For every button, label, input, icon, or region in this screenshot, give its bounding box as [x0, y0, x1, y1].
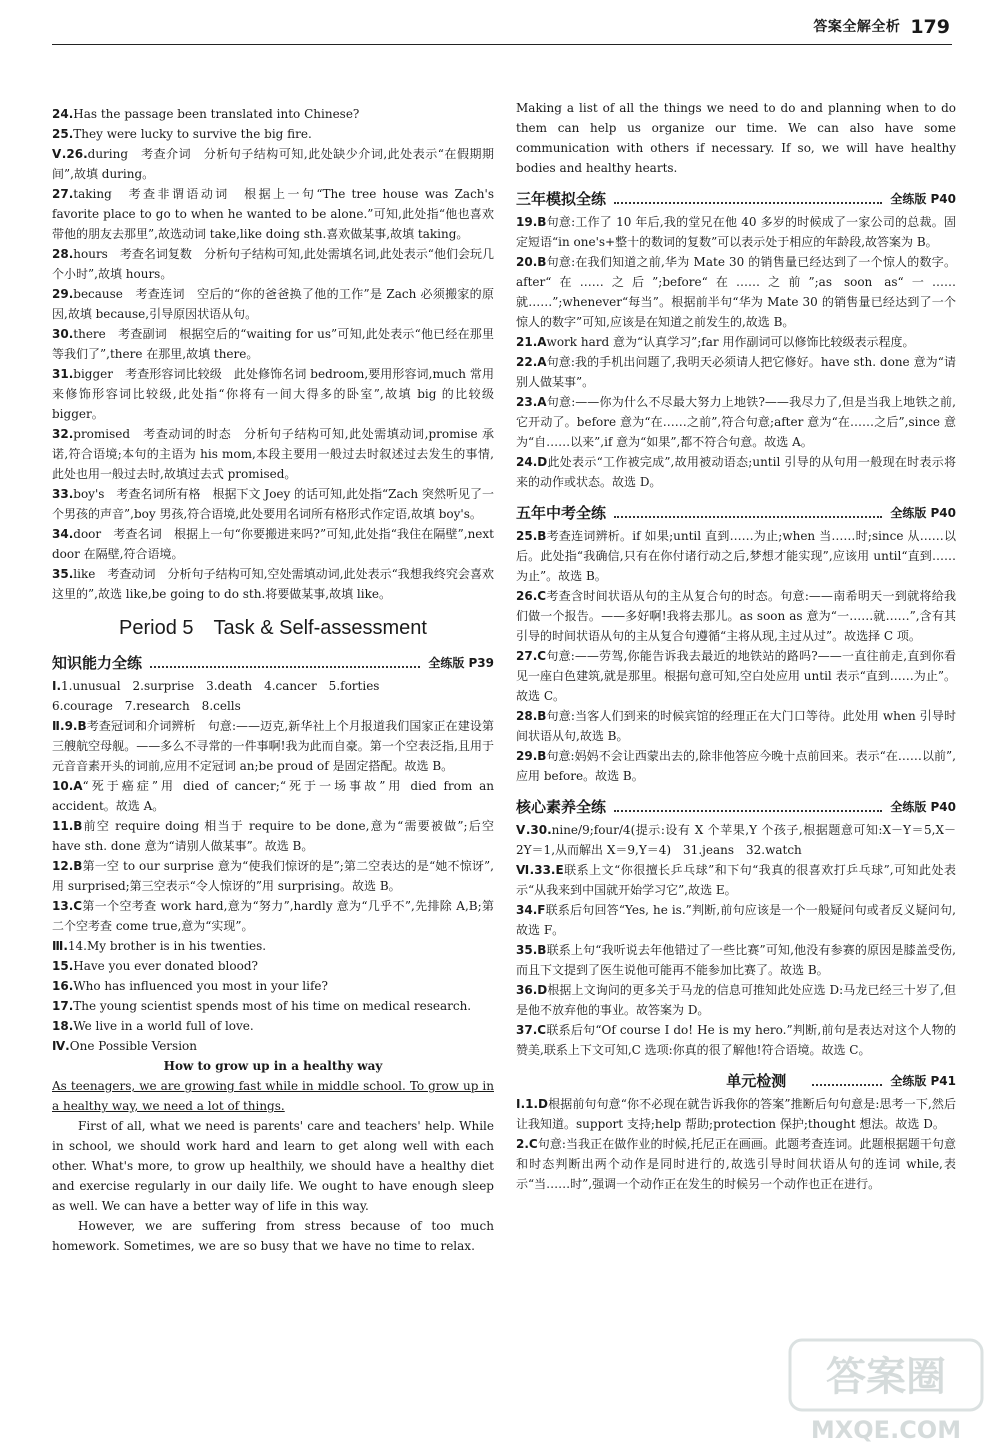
section-heading	[516, 1070, 956, 1092]
leader-dots	[614, 810, 882, 812]
section-name: 单元检测	[726, 1072, 787, 1090]
page-number: 179	[910, 16, 950, 38]
answers-top-list	[52, 104, 494, 604]
answer-text: 句意:妈妈不会让西蒙出去的,除非他答应今晚十点前回来。表示“在……以前”,应用 before。故选 B。	[516, 749, 956, 783]
answer-text: 第一空 to our surprise 意为“使我们惊讶的是”;第二空表达的是“她不惊讶”,用 surprised;第三空表示“令人惊讶的”用 surprising。故选 B。	[52, 859, 494, 893]
answer-item	[52, 956, 494, 976]
answer-item	[52, 1016, 494, 1036]
answer-text: 前空 require doing 相当于 require to be done,意为“需要被做”;后空 have sth. done 意为“请别人做某事”。故选 B。	[52, 819, 494, 853]
section-ref: 全练版 P40	[890, 506, 956, 520]
section-ref: 全练版 P39	[428, 656, 494, 670]
answer-item	[52, 676, 494, 696]
answers-list	[516, 212, 956, 492]
answer-text: promised 考查动词的时态 分析句子结构可知,此处需填动词,promise 承诺,符合语境;本句的主语为 his mom,本段主要用一般过去时叙述过去发生的事情,此处也用一般过去时,故填过去式 promised。	[52, 427, 494, 481]
section-ref: 全练版 P40	[890, 800, 956, 814]
section-heading	[516, 796, 956, 818]
answer-number: 11.B	[52, 819, 83, 833]
answer-text: taking 考查非谓语动词 根据上一句“The tree house was Zach's favorite place to go to when he wanted to be alone.”可知,此处指“他也喜欢带他的朋友去那里”,故选动词 take,like doing sth.喜欢做某事,故填 taking。	[52, 187, 494, 241]
answer-number: 36.D	[516, 983, 548, 997]
answer-item	[52, 284, 494, 324]
answer-text: Have you ever donated blood?	[73, 959, 258, 973]
answer-item	[516, 352, 956, 392]
answer-number: Ⅰ.	[52, 679, 62, 693]
answer-text: 考查冠词和介词辨析 句意:——迈克,新华社上个月报道我们国家正在建设第三艘航空母舰。——多么不寻常的一件事啊!我为此而自豪。第一个空表泛指,且用于元音音素开头的词前,应用不定冠词 an;be proud of 是固定搭配。故选 B。	[52, 719, 494, 773]
answer-number: 15.	[52, 959, 74, 973]
answer-text: 考查连词辨析。if 如果;until 直到……为止;when 当……时;since 从……以后。此处指“我确信,只有在你付诸行动之后,梦想才能实现”,应该用 until“直到……为止”。故选 B。	[516, 529, 956, 583]
answer-number: 29.B	[516, 749, 547, 763]
answer-number: 30.	[52, 327, 74, 341]
essay-body	[52, 1116, 494, 1256]
answer-number: 35.B	[516, 943, 547, 957]
answer-text: door 考查名词 根据上一句“你要搬进来吗?”可知,此处指“我住在隔壁”,next door 在隔壁,符合语境。	[52, 527, 494, 561]
answer-item	[52, 816, 494, 856]
answer-text: 6.courage 7.research 8.cells	[52, 699, 241, 713]
answer-item	[516, 332, 956, 352]
essay-paragraph: First of all, what we need is parents' care and teachers' help. While in school, we should work hard and learn to get along well with each other. What's more, to grow up healthily, we should have a healthy diet and exercise regularly in our daily life. We ought to have enough sleep as well. We can have a better way of life in this way.	[52, 1119, 494, 1213]
answer-item	[52, 896, 494, 936]
right-column	[516, 98, 956, 1194]
answer-number: 28.	[52, 247, 74, 261]
answers-list	[516, 820, 956, 1060]
section-name: 五年中考全练	[516, 504, 607, 522]
answer-item	[516, 980, 956, 1020]
leader-dots	[812, 1084, 882, 1086]
answer-text: 句意:——你为什么不尽最大努力上地铁?——我尽力了,但是当我上地铁之前,它开动了。before 意为“在……之前”,符合句意;after 意为“在……之后”,since 意为“自……以来”,if 意为“如果”,都不符合句意。故选 A。	[516, 395, 956, 449]
answer-number: 34.	[52, 527, 74, 541]
answer-text: 第一个空考查 work hard,意为“努力”,hardly 意为“几乎不”,先排除 A,B;第二个空考查 come true,意为“实现”。	[52, 899, 494, 933]
answer-number: 13.C	[52, 899, 83, 913]
answer-number: 24.D	[516, 455, 548, 469]
answer-number: 33.	[52, 487, 74, 501]
answer-item	[52, 424, 494, 484]
answer-text: hours 考查名词复数 分析句子结构可知,此处需填名词,此处表示“他们会玩几个小时”,故填 hours。	[52, 247, 494, 281]
answer-item	[516, 452, 956, 492]
answer-item	[516, 252, 956, 332]
answer-text: 句意:在我们知道之前,华为 Mate 30 的销售量已经达到了一个惊人的数字。after“在……之后”;before“在……之前”;as soon as“一……就……”;whenever“每当”。根据前半句“华为 Mate 30 的销售量已经达到了一个惊人的数字”可知,应该是在知道之前发生的,故选 B。	[516, 255, 956, 329]
header-title: 答案全解全析	[813, 19, 901, 35]
answer-item	[516, 526, 956, 586]
answer-text: there 考查副词 根据空后的“waiting for us”可知,此处表示“他已经在那里等我们了”,there 在那里,故填 there。	[52, 327, 494, 361]
watermark-logo	[786, 1336, 986, 1446]
answer-text: like 考查动词 分析句子结构可知,空处需填动词,此处表示“我想我终究会喜欢这里的”,故选 like,be going to do sth.将要做某事,故填 like。	[52, 567, 494, 601]
left-column	[52, 104, 494, 1256]
answer-number: Ⅵ.33.E	[516, 863, 564, 877]
answer-item	[516, 1094, 956, 1134]
answer-text: They were lucky to survive the big fire.	[73, 127, 312, 141]
answer-item	[52, 104, 494, 124]
answer-text: Who has influenced you most in your life?	[73, 979, 328, 993]
answer-number: 25.B	[516, 529, 547, 543]
answers-list	[516, 1094, 956, 1194]
answer-item	[52, 324, 494, 364]
essay-title: How to grow up in a healthy way	[163, 1059, 383, 1073]
answer-text: Has the passage been translated into Chinese?	[73, 107, 360, 121]
answer-item	[516, 746, 956, 786]
answer-number: 37.C	[516, 1023, 547, 1037]
answer-text: We live in a world full of love.	[73, 1019, 254, 1033]
answer-item	[516, 646, 956, 706]
answer-item	[52, 124, 494, 144]
answer-text: 联系上文“你很擅长乒乓球”和下句“我真的很喜欢打乒乓球”,可知此处表示“从我来到中国就开始学习它”,故选 E。	[516, 863, 956, 897]
essay-first-paragraph: As teenagers, we are growing fast while in middle school. To grow up in a healthy way, we need a lot of things.	[52, 1079, 494, 1113]
answer-number: 26.C	[516, 589, 547, 603]
answer-number: 16.	[52, 979, 74, 993]
answer-item	[52, 716, 494, 776]
answers-list	[516, 526, 956, 786]
answer-text: 句意:工作了 10 年后,我的堂兄在他 40 多岁的时候成了一家公司的总裁。固定短语“in one's+整十的数词的复数”可以表示处于相应的年龄段,故答案为 B。	[516, 215, 956, 249]
answer-number: 10.A	[52, 779, 83, 793]
answer-number: 24.	[52, 107, 74, 121]
answer-text: 联系后句回答“Yes, he is.”判断,前句应该是一个一般疑问句或者反义疑问句,故选 F。	[516, 903, 956, 937]
answer-text: 联系后句“Of course I do! He is my hero.”判断,前句是表达对这个人物的赞美,联系上下文可知,C 选项:你真的很了解他!符合语境。故选 C。	[516, 1023, 956, 1057]
answer-text: 句意:当客人们到来的时候宾馆的经理正在大门口等待。此处用 when 引导时间状语从句,故选 B。	[516, 709, 956, 743]
answer-item	[52, 1036, 494, 1056]
answer-number: 12.B	[52, 859, 83, 873]
answer-item	[52, 184, 494, 244]
answer-number: Ⅳ.	[52, 1039, 70, 1053]
answer-item	[516, 940, 956, 980]
leader-dots	[614, 516, 882, 518]
watermark-text: 答案圈	[826, 1354, 946, 1400]
answer-text: during 考查介词 分析句子结构可知,此处缺少介词,此处表示“在假期期间”,故填 during。	[52, 147, 494, 181]
answer-item	[516, 586, 956, 646]
answer-number: Ⅱ.9.B	[52, 719, 87, 733]
essay-continued: Making a list of all the things we need to do and planning when to do them can help us organize our time. We can also have some communication with others if necessary. If so, we will have healthy bodies and healthy hearts.	[516, 101, 956, 175]
answer-item	[52, 936, 494, 956]
answer-text: because 考查连词 空后的“你的爸爸换了他的工作”是 Zach 必须搬家的原因,故填 because,引导原因状语从句。	[52, 287, 494, 321]
answer-number: 35.	[52, 567, 74, 581]
answer-number: 19.B	[516, 215, 547, 229]
answer-number: 23.A	[516, 395, 547, 409]
section-heading	[516, 188, 956, 210]
answer-item	[516, 820, 956, 860]
answer-text: 句意:当我正在做作业的时候,托尼正在画画。此题考查连词。此题根据题干句意和时态判断出两个动作是同时进行的,故选引导时间状语从句的连词 while,表示“当……时”,强调一个动作正在发生的时候另一个动作也正在进行。	[516, 1137, 956, 1191]
answer-text: 联系上句“我听说去年他错过了一些比赛”可知,他没有参赛的原因是膝盖受伤,而且下文提到了医生说他可能再不能参加比赛了。故选 B。	[516, 943, 956, 977]
answer-item	[52, 776, 494, 816]
answer-number: 25.	[52, 127, 74, 141]
answer-item	[52, 524, 494, 564]
answer-number: 29.	[52, 287, 74, 301]
answer-item	[516, 860, 956, 900]
answer-text: 根据上文询问的更多关于马龙的信息可推知此处应选 D:马龙已经三十岁了,但是他不放弃他的事业。故答案为 D。	[516, 983, 956, 1017]
section-name: 核心素养全练	[516, 798, 607, 816]
section-heading	[516, 502, 956, 524]
answer-item	[516, 706, 956, 746]
answer-text: One Possible Version	[69, 1039, 197, 1053]
answer-item	[52, 856, 494, 896]
answer-number: 18.	[52, 1019, 74, 1033]
header-rule	[52, 44, 952, 45]
answer-number: 31.	[52, 367, 74, 381]
section-name: 知识能力全练	[52, 654, 143, 672]
answer-number: 34.F	[516, 903, 546, 917]
answer-item	[52, 564, 494, 604]
answer-number: Ⅴ.26.	[52, 147, 88, 161]
answer-text: 考查含时间状语从句的主从复合句的时态。句意:——南希明天一到就将给我们做一个报告。——多好啊!我将去那儿。as soon as 意为“一……就……”,含有其引导的时间状语从句的主从复合句遵循“主将从现,主过从过”。故选择 C 项。	[516, 589, 956, 643]
section-heading	[52, 652, 494, 674]
answer-item	[52, 484, 494, 524]
essay-paragraph: However, we are suffering from stress because of too much homework. Sometimes, we are so busy that we have no time to relax.	[52, 1219, 494, 1253]
leader-dots	[150, 666, 420, 668]
answer-text: nine/9;four/4(提示:设有 X 个苹果,Y 个孩子,根据题意可知:X－Y＝5,X－2Y＝1,从而解出 X＝9,Y＝4) 31.jeans 32.watch	[516, 823, 956, 857]
answer-number: Ⅰ.1.D	[516, 1097, 548, 1111]
answer-number: Ⅴ.30.	[516, 823, 552, 837]
answer-item	[516, 1134, 956, 1194]
answer-item	[516, 1020, 956, 1060]
answer-text: work hard 意为“认真学习”;far 用作副词可以修饰比较级表示程度。	[546, 335, 915, 349]
answer-item	[516, 900, 956, 940]
section-ref: 全练版 P41	[890, 1074, 956, 1088]
answer-number: 2.C	[516, 1137, 538, 1151]
answer-item	[516, 392, 956, 452]
answer-text: “死于癌症”用 died of cancer;“死于一场事故”用 died from an accident。故选 A。	[52, 779, 494, 813]
answer-number: 28.B	[516, 709, 547, 723]
answer-item	[52, 144, 494, 184]
answer-item	[52, 996, 494, 1016]
answer-text: The young scientist spends most of his time on medical research.	[73, 999, 472, 1013]
answer-text: 句意:——劳驾,你能告诉我去最近的地铁站的路吗?——一直往前走,直到你看见一座白色建筑,就是那里。根据句意可知,空白处应用 until 表示“直到……为止”。故选 C。	[516, 649, 956, 703]
section-ref: 全练版 P40	[890, 192, 956, 206]
watermark-domain: MXQE.COM	[810, 1416, 962, 1444]
page-header	[813, 14, 950, 40]
answer-item	[52, 976, 494, 996]
answer-number: 20.B	[516, 255, 547, 269]
answer-text: 14.My brother is in his twenties.	[67, 939, 267, 953]
answers-mid-list	[52, 676, 494, 1056]
answer-number: 17.	[52, 999, 74, 1013]
answer-item	[52, 244, 494, 284]
answer-number: 21.A	[516, 335, 547, 349]
period-title: Period 5 Task & Self-assessment	[119, 617, 427, 639]
answer-item	[52, 696, 494, 716]
answer-text: bigger 考查形容词比较级 此处修饰名词 bedroom,要用形容词,much 常用来修饰形容词比较级,此处指“你将有一间大得多的卧室”,故填 big 的比较级 bigger。	[52, 367, 494, 421]
answer-number: Ⅲ.	[52, 939, 68, 953]
leader-dots	[614, 202, 882, 204]
answer-text: 1.unusual 2.surprise 3.death 4.cancer 5.forties	[61, 679, 380, 693]
answer-item	[516, 212, 956, 252]
answer-text: 此处表示“工作被完成”,故用被动语态;until 引导的从句用一般现在时表示将来的动作或状态。故选 D。	[516, 455, 956, 489]
answer-text: 根据前句句意“你不必现在就告诉我你的答案”推断后句句意是:思考一下,然后让我知道。support 支持;help 帮助;protection 保护;thought 想法。故选 D。	[516, 1097, 956, 1131]
answer-text: 句意:我的手机出问题了,我明天必须请人把它修好。have sth. done 意为“请别人做某事”。	[516, 355, 956, 389]
answer-text: boy's 考查名词所有格 根据下文 Joey 的话可知,此处指“Zach 突然听见了一个男孩的声音”,boy 男孩,符合语境,此处要用名词所有格形式作定语,故填 boy's。	[52, 487, 494, 521]
answer-number: 27.	[52, 187, 74, 201]
answer-number: 22.A	[516, 355, 547, 369]
answer-number: 32.	[52, 427, 74, 441]
answer-number: 27.C	[516, 649, 547, 663]
section-name: 三年模拟全练	[516, 190, 607, 208]
answer-item	[52, 364, 494, 424]
